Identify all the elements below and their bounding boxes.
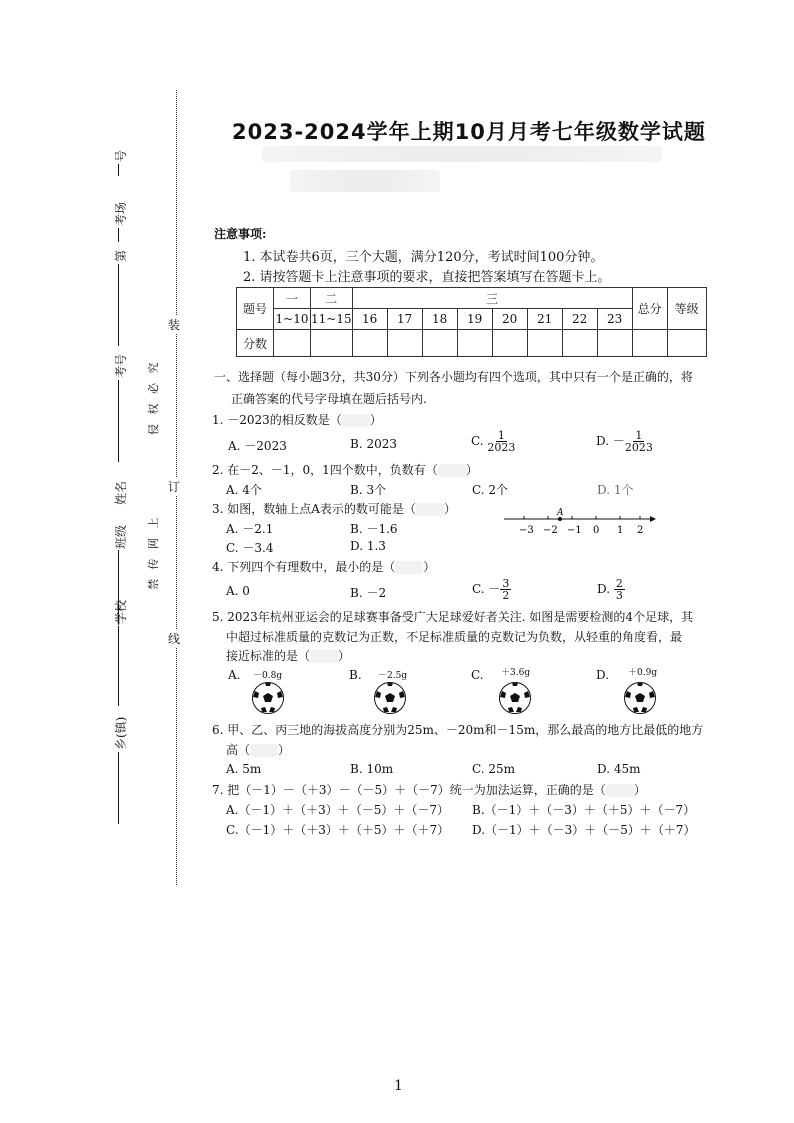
q1-option-b[interactable]: B. 2023 [350,437,397,451]
soccer-ball-icon [624,682,656,714]
soccer-ball-icon [374,682,406,714]
q6-stem-line-1: 6. 甲、乙、丙三地的海拔高度分别为25m、－20m和－15m，那么最高的地方比最低的地方 [212,723,704,737]
q5-weight-c: ＋3.6g [501,668,531,678]
score-cell[interactable] [527,330,562,357]
q5-option-d[interactable]: D. [596,668,610,682]
soccer-ball-icon [499,682,531,714]
q3-option-c[interactable]: C. －3.4 [226,541,274,555]
binding-mark-zhuang: 装 [168,318,181,332]
q4-option-c[interactable]: C. － $\frac{3}{2}$ [472,577,510,602]
q5-weight-d: ＋0.9g [628,668,658,678]
col-21: 21 [527,309,562,330]
q5-stem-line-2: 中超过标准质量的克数记为正数，不足标准质量的克数记为负数，从轻重的角度看，最 [226,630,683,644]
q6-option-a[interactable]: A. 5m [226,762,262,776]
q6-option-b[interactable]: B. 10m [350,762,394,776]
upload-text: 禁 传 网 上 [147,514,160,590]
exam-room-label: 考场 [114,201,128,226]
binding-mark-xian: 线 [168,632,181,646]
q3-option-b[interactable]: B. －1.6 [350,522,398,536]
score-cell[interactable] [457,330,492,357]
number-line-arrow [650,516,656,522]
range-1-10: 1~10 [274,309,311,330]
school-field-line[interactable] [118,626,119,706]
score-cell[interactable] [311,330,353,357]
q7-option-a[interactable]: A.（－1）＋（＋3）＋（－5）＋（－7） [226,803,450,817]
town-label: 乡(镇) [114,716,128,750]
q5-option-c[interactable]: C. [471,668,484,682]
q4-option-d[interactable]: D. $\frac{2}{3}$ [597,577,623,602]
col-16: 16 [352,309,387,330]
student-no-label: 考号 [114,353,128,378]
score-cell[interactable] [492,330,527,357]
q5-stem-line-3: 接近标准的是（ ） [226,649,351,663]
class-label: 班级 [114,524,128,549]
soccer-ball-icon [252,682,284,714]
score-cell[interactable] [387,330,422,357]
q7-option-d[interactable]: D.（－1）＋（－3）＋（－5）＋（＋7） [472,823,696,837]
q5-stem-line-1: 5. 2023年杭州亚运会的足球赛事备受广大足球爱好者关注. 如图是需要检测的4个足球，其 [212,610,694,624]
blurred-subtitle [262,146,662,162]
number-label: 号 [114,149,128,162]
q7-option-b[interactable]: B.（－1）＋（－3）＋（＋5）＋（－7） [472,803,696,817]
notice-item-1: 1. 本试卷共6页，三个大题，满分120分，考试时间100分钟。 [243,250,604,265]
q7-option-c[interactable]: C.（－1）＋（＋3）＋（＋5）＋（＋7） [226,823,450,837]
q6-option-c[interactable]: C. 25m [472,762,516,776]
rights-text: 侵 权 必 究 [147,359,160,435]
section-1-instructions-line-2: 正确答案的代号字母填在题后括号内. [231,392,427,406]
seat-field-line[interactable] [118,264,119,346]
total-header: 总分 [632,288,667,330]
score-cell[interactable] [632,330,667,357]
q2-option-b[interactable]: B. 3个 [350,483,387,497]
col-17: 17 [387,309,422,330]
col-23: 23 [597,309,632,330]
score-table-header-label: 题号 [237,288,274,330]
q5-option-b[interactable]: B. [349,668,362,682]
score-table [236,287,707,357]
q5-weight-b: －2.5g [378,671,408,681]
q3-option-d[interactable]: D. 1.3 [350,539,386,553]
blurred-subtitle-2 [290,170,440,192]
seat-label: 第 [114,249,128,262]
q7-stem: 7. 把（－1）－（＋3）－（－5）＋（－7）统一为加法运算，正确的是（ ） [212,783,646,797]
q6-stem-line-2: 高（ ） [226,743,291,757]
binding-mark-ding: 订 [168,480,181,494]
score-cell[interactable] [562,330,597,357]
q3-option-a[interactable]: A. －2.1 [226,522,274,536]
exam-room-field-line[interactable] [118,228,119,242]
q5-weight-a: －0.8g [253,671,283,681]
notice-heading: 注意事项: [214,227,267,241]
col-19: 19 [457,309,492,330]
number-field-line[interactable] [118,164,119,176]
score-cell[interactable] [667,330,706,357]
tick-label: 1 [617,525,624,536]
number-line-figure [500,506,660,538]
col-20: 20 [492,309,527,330]
q1-option-d[interactable]: D. － $\frac{1}{2023}$ [596,429,653,454]
q4-stem: 4. 下列四个有理数中，最小的是（ ） [212,560,436,574]
q6-option-d[interactable]: D. 45m [597,762,641,776]
section-3-header: 三 [352,288,632,309]
section-1-instructions-line-1: 一、选择题（每小题3分，共30分）下列各小题均有四个选项，其中只有一个是正确的，将 [214,370,693,384]
tick-label: 2 [637,525,644,536]
q2-option-c[interactable]: C. 2个 [472,483,509,497]
q2-stem: 2. 在－2、－1，0，1四个数中，负数有（ ） [212,463,478,477]
q3-stem: 3. 如图，数轴上点A表示的数可能是（ ） [212,502,456,516]
tick-label: −3 [519,525,534,536]
tick-label: 0 [593,525,600,536]
col-22: 22 [562,309,597,330]
range-11-15: 11~15 [311,309,353,330]
col-18: 18 [422,309,457,330]
school-label: 学校 [114,599,128,624]
q1-stem: 1. －2023的相反数是（ ） [212,413,382,427]
page-title: 2023-2024学年上期10月月考七年级数学试题 [232,120,706,144]
q4-option-b[interactable]: B. －2 [350,586,387,600]
q2-option-a[interactable]: A. 4个 [226,483,262,497]
grade-header: 等级 [667,288,706,330]
notice-item-2: 2. 请按答题卡上注意事项的要求，直接把答案填写在答题卡上。 [243,270,611,285]
q5-option-a[interactable]: A. [228,668,241,682]
score-cell[interactable] [274,330,311,357]
student-no-field-line[interactable] [118,380,119,462]
point-a-label: A [557,508,564,518]
tick-label: −2 [543,525,558,536]
score-cell[interactable] [352,330,387,357]
q1-option-c[interactable]: C. $\frac{1}{2023}$ [471,429,516,454]
tick-label: −1 [567,525,582,536]
section-2-header: 二 [311,288,353,309]
page-number: 1 [394,1078,403,1094]
score-row-label: 分数 [237,330,274,357]
name-label: 姓名 [114,480,128,505]
score-cell[interactable] [597,330,632,357]
q1-option-a[interactable]: A. －2023 [228,439,287,453]
q2-option-d[interactable]: D. 1个 [597,483,634,497]
town-field-line[interactable] [118,752,119,824]
q4-option-a[interactable]: A. 0 [226,584,250,598]
section-1-header: 一 [274,288,311,309]
score-cell[interactable] [422,330,457,357]
